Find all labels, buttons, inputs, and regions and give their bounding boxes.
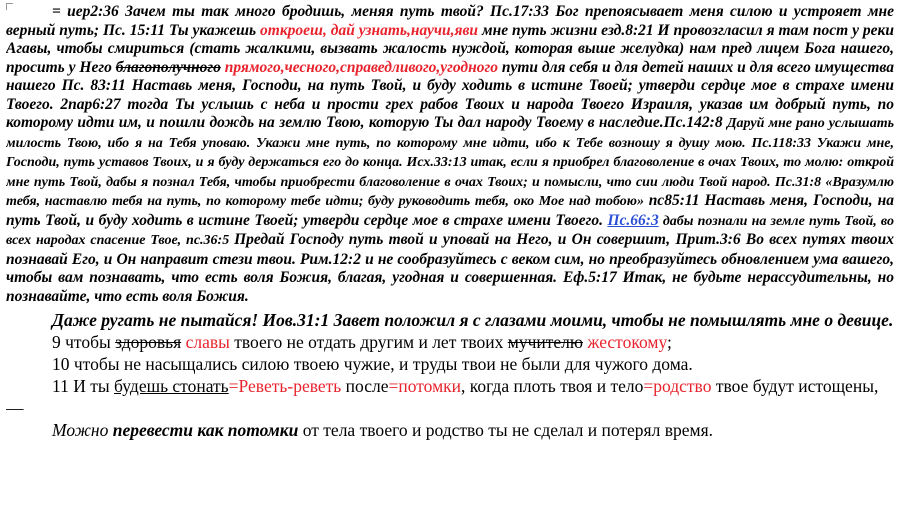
- text-run-small: Даруй мне рано услышать милость Твою, ибо я на Тебя уповаю. Укажи мне путь, по которому мне идти, ибо к Тебе возношу я душу мою. Пс.118:33 Укажи мне, Господи, путь уставов Твоих, и я буду держаться его до конца. Исх.33:13 итак, если я приобрел благоволение в очах Твоих, то молю: открой мне путь Твой, дабы я познал Тебя, чтобы приобрести благоволение в очах Твоих; и помысли, что сии люди Твой народ. Пс.31:8 «Вразумлю тебя, наставлю тебя на путь, по которому тебе идти; буду руководить тебя, око Мое над тобою»: [6, 116, 894, 209]
- text-run: , когда плоть твоя и тело: [461, 376, 644, 396]
- red-insertion: =потомки: [388, 376, 462, 396]
- text-run: твоего не отдать другим и лет твоих: [229, 332, 508, 352]
- text-run: пс85:11 Наставь меня, Господи, на путь Твой, и буду ходить в истине Твоей; утверди сердце мое в страхе имени Твоего.: [6, 192, 894, 229]
- document-page: [6, 3, 894, 523]
- paragraph-job-31: Даже ругать не пытайся! Иов.31:1 Завет положил я с глазами моими, чтобы не помышлять мне о девице.: [52, 310, 894, 330]
- text-run-small: дабы познали на земле путь Твой, во всех народах спасение Твое, пс.36:5: [6, 213, 894, 248]
- text-run: ;: [666, 332, 672, 352]
- text-run: мне путь жизни езд.8:21 И провозгласил я там пост у реки Агавы, чтобы смириться (стать жалкими, вызвать жалость нуждой, которая выше желудка) нам пред лицем Бога нашего, просить у Него: [6, 21, 894, 76]
- underlined-phrase: будешь стонать: [114, 376, 229, 396]
- page-corner-mark: [6, 3, 13, 10]
- paragraph-scripture-refs: [6, 3, 894, 306]
- text-run: 11 И ты: [52, 376, 115, 396]
- red-insertion: =Реветь-реветь: [228, 376, 342, 396]
- struck-word: мучителю: [507, 332, 583, 352]
- closing-note: [6, 419, 894, 441]
- text-run: Предай Господу путь твой и уповай на Него, и Он совершит, Прит.3:6 Во всех путях твоих познавай Его, и Он направит стези твои. Рим.12:2 и не сообразуйтесь с веком сим, но преобразуйтесь обновлением ума вашего, чтобы вам познавать, что есть воля Божия, благая, угодная и совершенная. Еф.5:17 Итак, не будьте нерассудительны, но познавайте, что есть воля Божия.: [6, 231, 894, 305]
- struck-word: здоровья: [115, 332, 182, 352]
- red-insertion: откроеш, дай узнать,научи,яви: [260, 21, 479, 39]
- scripture-link[interactable]: Пс.66:3: [607, 211, 659, 229]
- verse-9: [6, 331, 894, 353]
- text-run: твое будут истощены, —: [6, 376, 879, 418]
- text-run: пути для себя и для детей наших и для всего имущества нашего Пс. 83:11 Наставь меня, Господи, на путь Твой, и буду ходить в истине Твоей; утверди сердце мое в страхе имени Твоего. 2пар6:27 тогда Ты услышь с неба и прости грех рабов Твоих и народа Твоего Израиля, указав им добрый путь, по которому идти им, и пошли дождь на землю Твою, которую Ты дал народу Твоему в наследие.Пс.142:8: [6, 58, 894, 131]
- text-run: от тела твоего и родство ты не сделал и потерял время.: [298, 420, 713, 440]
- emphasis-phrase: перевести как потомки: [112, 420, 299, 440]
- red-insertion: жестокому: [582, 332, 667, 352]
- text-run: после: [341, 376, 389, 396]
- verse-11: [6, 375, 894, 419]
- red-insertion: славы: [181, 332, 230, 352]
- red-insertion: прямого,чесного,справедливого,угодного: [224, 58, 498, 76]
- verse-10: 10 чтобы не насыщались силою твоею чужие, и труды твои не были для чужого дома.: [52, 354, 693, 374]
- red-insertion: =родство: [643, 376, 712, 396]
- struck-word: благополучного: [115, 58, 221, 76]
- text-run: 9 чтобы: [52, 332, 116, 352]
- text-run: Можно: [52, 420, 113, 440]
- text-run: = иер2:36 Зачем ты так много бродишь, меняя путь твой? Пс.17:33 Бог препоясывает меня силою и устрояет мне верный путь; Пс. 15:11 Ты укажешь: [6, 3, 894, 39]
